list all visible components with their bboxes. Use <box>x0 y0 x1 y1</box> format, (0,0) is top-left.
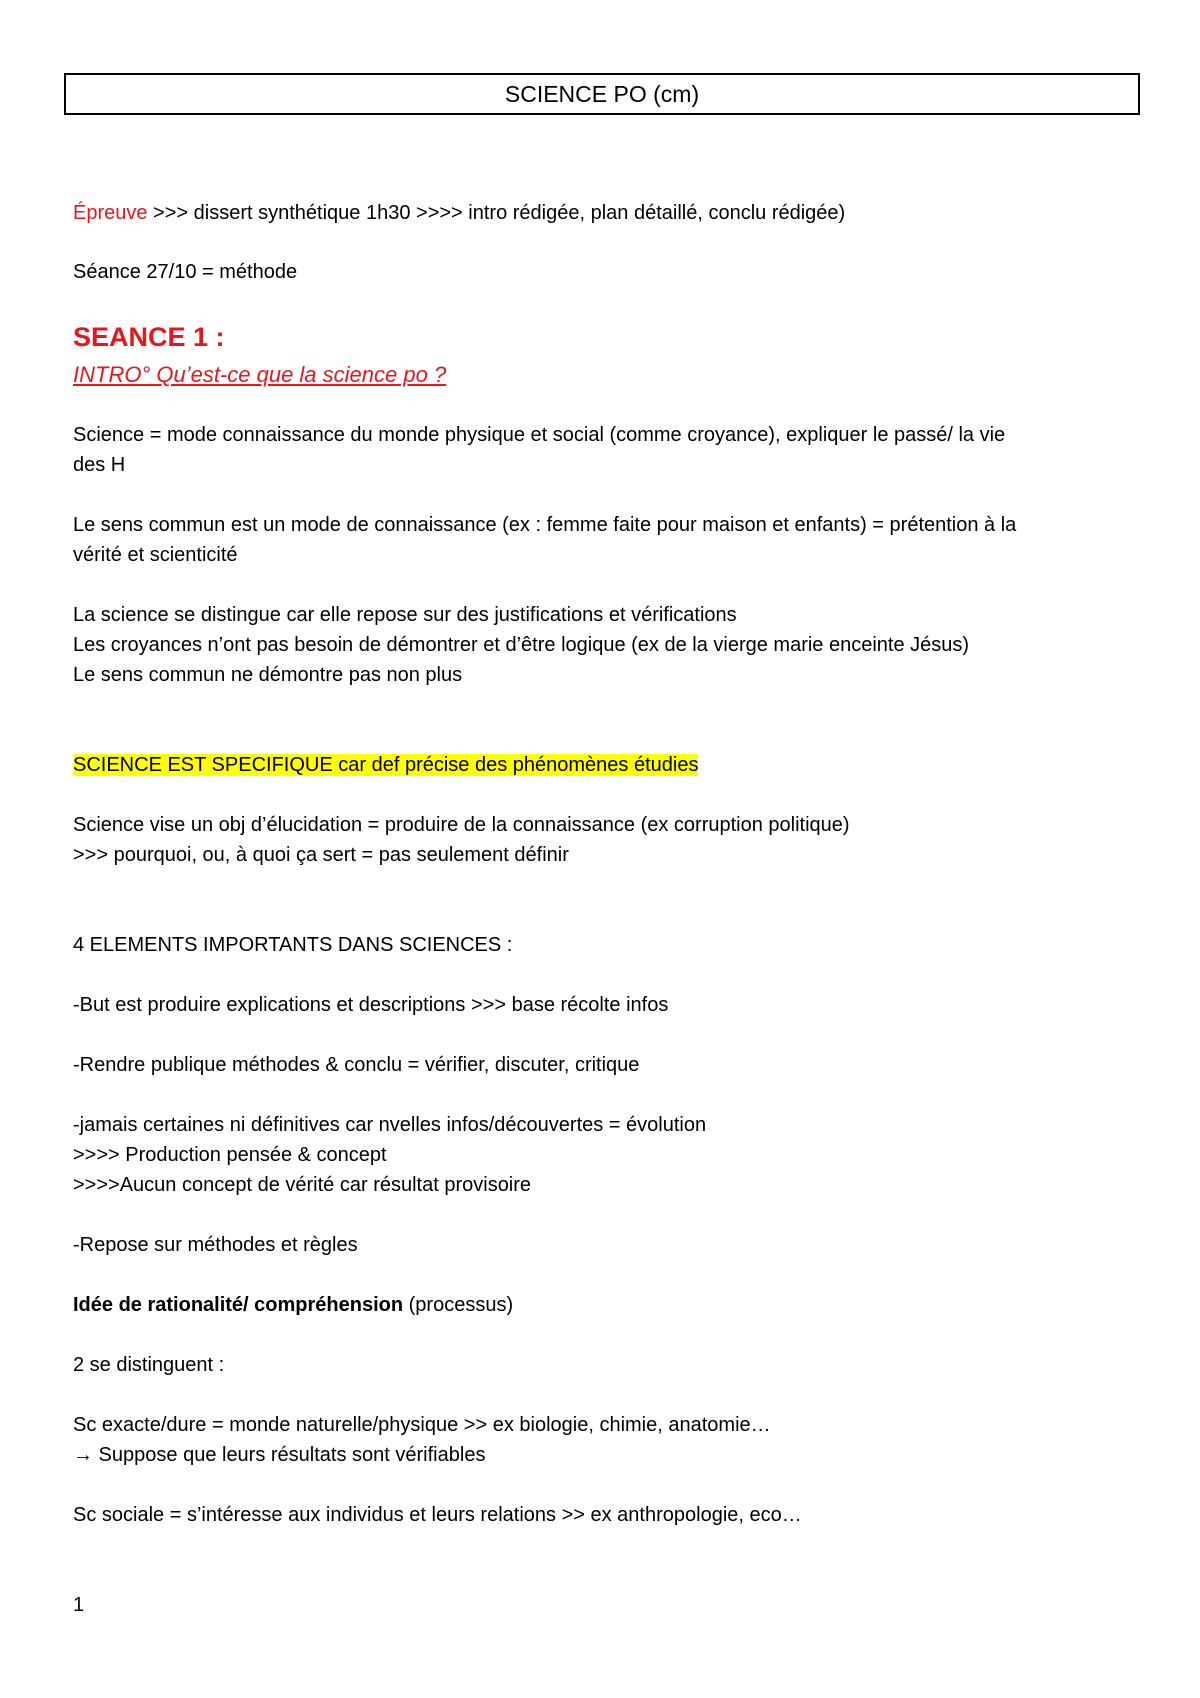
paragraph-line: Le sens commun est un mode de connaissance (ex : femme faite pour maison et enfants) = prétention à la <box>73 514 1017 536</box>
paragraph-line: Les croyances n’ont pas besoin de démontrer et d’être logique (ex de la vierge marie enceinte Jésus) <box>73 634 970 656</box>
idee-rest: (processus) <box>403 1294 514 1316</box>
suppose-line <box>73 1440 485 1470</box>
page-title: SCIENCE PO (cm) <box>64 73 1140 115</box>
paragraph-line: des H <box>73 454 126 476</box>
list-item: >>>>Aucun concept de vérité car résultat provisoire <box>73 1174 532 1196</box>
list-item: >>>> Production pensée & concept <box>73 1144 387 1166</box>
list-item: -But est produire explications et descriptions >>> base récolte infos <box>73 994 669 1016</box>
paragraph-line: Science = mode connaissance du monde physique et social (comme croyance), expliquer le passé/ la vie <box>73 424 1006 446</box>
list-item: -Rendre publique méthodes & conclu = vérifier, discuter, critique <box>73 1054 640 1076</box>
page-number: 1 <box>73 1594 85 1616</box>
idee-line <box>73 1290 513 1320</box>
seance-heading: SEANCE 1 : <box>73 322 225 352</box>
arrow-icon: → <box>73 1444 93 1466</box>
paragraph-line: vérité et scienticité <box>73 544 238 566</box>
paragraph-line: Le sens commun ne démontre pas non plus <box>73 664 463 686</box>
suppose-text: Suppose que leurs résultats sont vérifiables <box>93 1444 486 1466</box>
elements-heading: 4 ELEMENTS IMPORTANTS DANS SCIENCES : <box>73 934 513 956</box>
paragraph-line: Sc exacte/dure = monde naturelle/physique >> ex biologie, chimie, anatomie… <box>73 1414 771 1436</box>
paragraph-line: 2 se distinguent : <box>73 1354 225 1376</box>
epreuve-text: >>> dissert synthétique 1h30 >>>> intro rédigée, plan détaillé, conclu rédigée) <box>147 202 846 224</box>
paragraph-line: Science vise un obj d’élucidation = produire de la connaissance (ex corruption politique) <box>73 814 850 836</box>
list-item: -Repose sur méthodes et règles <box>73 1234 358 1256</box>
paragraph-line: >>> pourquoi, ou, à quoi ça sert = pas seulement définir <box>73 844 569 866</box>
list-item: -jamais certaines ni définitives car nvelles infos/découvertes = évolution <box>73 1114 707 1136</box>
paragraph-line: Sc sociale = s’intéresse aux individus et leurs relations >> ex anthropologie, eco… <box>73 1504 802 1526</box>
highlight-line <box>73 750 698 780</box>
intro-heading: INTRO° Qu’est-ce que la science po ? <box>73 362 447 387</box>
highlighted-text: SCIENCE EST SPECIFIQUE car def précise des phénomènes étudies <box>73 754 699 776</box>
idee-bold: Idée de rationalité/ compréhension <box>73 1294 404 1316</box>
paragraph-line: La science se distingue car elle repose sur des justifications et vérifications <box>73 604 737 626</box>
epreuve-label: Épreuve <box>73 202 148 224</box>
epreuve-line <box>73 198 845 228</box>
seance-date-line: Séance 27/10 = méthode <box>73 261 298 283</box>
